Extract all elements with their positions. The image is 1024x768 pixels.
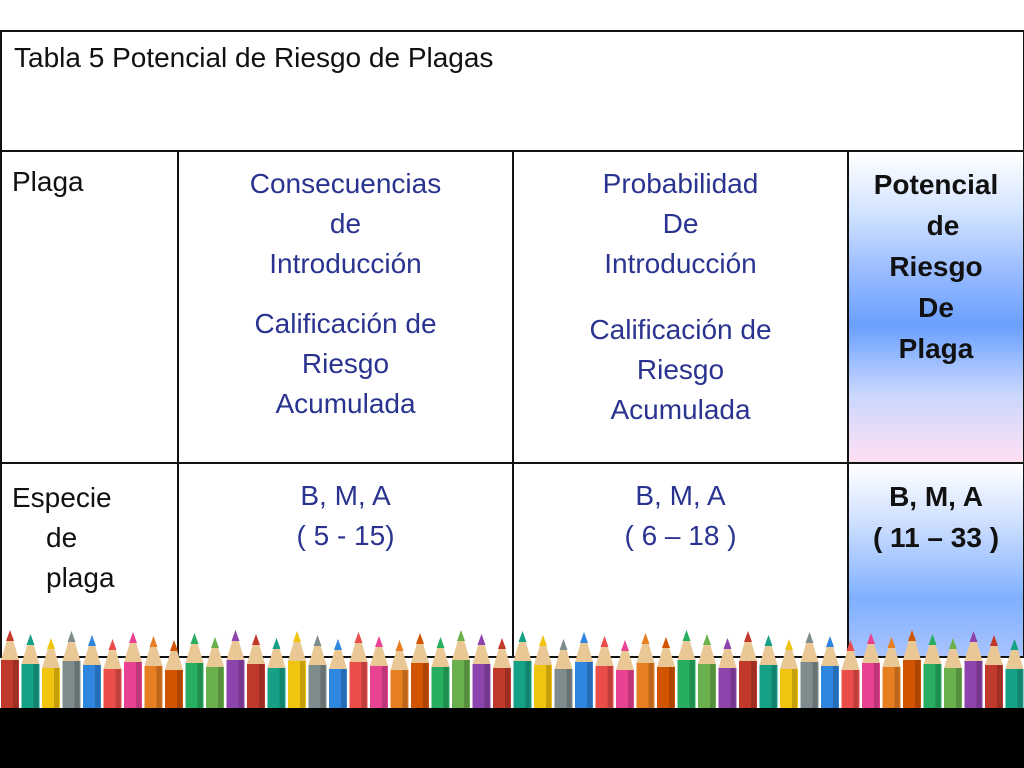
pencil xyxy=(1,630,19,710)
header-probability: Probabilidad De Introducción Calificación de Riesgo Acumulada xyxy=(513,151,848,463)
pencil xyxy=(780,639,798,710)
pencil xyxy=(432,637,450,710)
pencil xyxy=(514,631,532,710)
pencil xyxy=(698,634,716,710)
pencil xyxy=(678,630,696,710)
colored-pencils-decoration xyxy=(0,622,1024,710)
pencil xyxy=(555,639,573,710)
pencil xyxy=(801,632,819,710)
pencil xyxy=(883,637,901,710)
pencil xyxy=(719,638,737,710)
cell-probability-value: B, M, A ( 6 – 18 ) xyxy=(513,463,848,657)
pencil xyxy=(350,632,368,710)
header-potential: Potencial de Riesgo De Plaga xyxy=(848,151,1024,463)
pencil xyxy=(596,636,614,710)
cell-potential-value: B, M, A ( 11 – 33 ) xyxy=(848,463,1024,657)
pencil xyxy=(22,634,40,710)
header-consequences: Consecuencias de Introducción Calificación de Riesgo Acumulada xyxy=(178,151,513,463)
pencil xyxy=(411,633,429,710)
pencil xyxy=(760,635,778,710)
cell-consequences-value: B, M, A ( 5 - 15) xyxy=(178,463,513,657)
pencil xyxy=(534,635,552,710)
bottom-black-band xyxy=(0,708,1024,768)
pencil xyxy=(288,631,306,710)
pencil xyxy=(309,635,327,710)
pencil xyxy=(924,634,942,710)
pencil xyxy=(903,630,921,710)
pencil xyxy=(83,635,101,710)
pencil xyxy=(637,633,655,710)
pencil xyxy=(124,632,142,710)
pencil xyxy=(739,631,757,710)
table-caption-cell xyxy=(1,31,1024,151)
pencil xyxy=(247,634,265,710)
pencil xyxy=(186,633,204,710)
risk-potential-table xyxy=(0,30,1024,658)
pencil xyxy=(329,639,347,710)
pencil xyxy=(842,640,860,710)
pencil xyxy=(452,630,470,710)
pencil xyxy=(862,633,880,710)
pencil xyxy=(206,637,224,710)
pencil xyxy=(63,631,81,710)
table-caption: Tabla 5 Potencial de Riesgo de Plagas xyxy=(14,42,494,73)
pencil xyxy=(821,636,839,710)
header-plaga: Plaga xyxy=(1,151,178,463)
pencil xyxy=(657,637,675,710)
pencil xyxy=(616,640,634,710)
pencil xyxy=(944,638,962,710)
cell-species: Especie de plaga xyxy=(1,463,178,657)
pencil xyxy=(165,640,183,710)
pencil xyxy=(1006,639,1024,710)
pencil xyxy=(985,635,1003,710)
pencil xyxy=(104,639,122,710)
pencil xyxy=(227,630,245,710)
pencil xyxy=(42,638,60,710)
pencil xyxy=(370,636,388,710)
pencil xyxy=(391,640,409,710)
pencil xyxy=(145,636,163,710)
pencil xyxy=(575,632,593,710)
pencil xyxy=(473,634,491,710)
pencil xyxy=(493,638,511,710)
pencil xyxy=(268,638,286,710)
pencil xyxy=(965,631,983,710)
